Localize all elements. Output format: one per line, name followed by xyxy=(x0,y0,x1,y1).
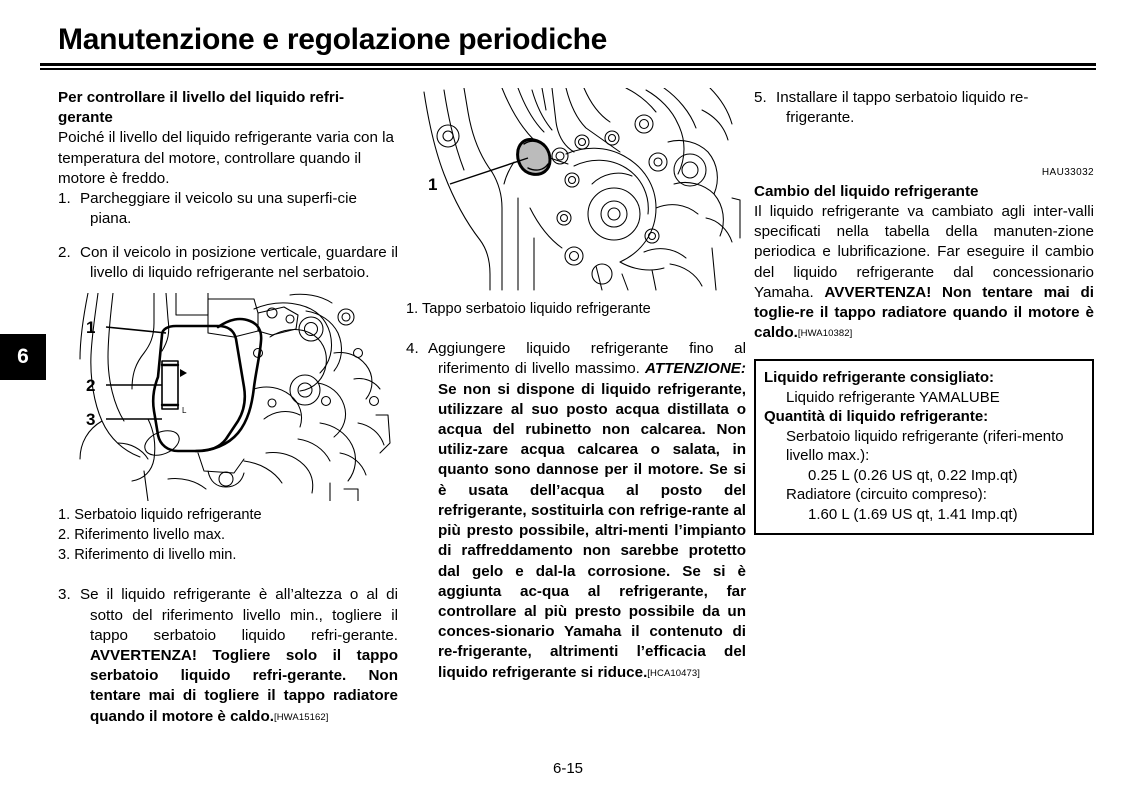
spec-value-radiator: 1.60 L (1.69 US qt, 1.41 Imp.qt) xyxy=(808,505,1018,523)
left-step-3-number: 3. xyxy=(58,586,71,604)
left-spacer-1 xyxy=(58,230,398,243)
middle-column xyxy=(406,88,746,683)
middle-step-4-caution-text: Se non si dispone di liquido refrigerante, utilizzare al suo posto acqua distillata o acqua del rubinetto non calcarea. Non utiliz-zare acqua calcarea o salata, in quanto sono dannose per il motore. Se si è usata dell’acqua al posto del refrigerante, sostituirla con refrige-rante al più presto possibile, altri-menti l’impianto di raffreddamento non sarebbe protetto dal gelo e dal-la corrosione. Se si è aggiunta ac-qua al refrigerante, far controllare al più presto possibile da un conces-sionario Yamaha il contenuto di re-frigerante, altrimenti l’efficacia del liquido refrigerante si riduce. xyxy=(438,380,746,681)
coolant-reservoir-cap-diagram xyxy=(406,88,746,293)
middle-step-4-number: 4. xyxy=(406,340,419,358)
left-column xyxy=(58,88,398,727)
figure-callout-1: 1 xyxy=(428,175,438,194)
chapter-tab-number: 6 xyxy=(17,345,29,368)
left-step-3-refcode: [HWA15162] xyxy=(273,711,329,723)
left-step-1-number: 1. xyxy=(58,190,71,208)
left-intro-paragraph: Poiché il livello del liquido refrigerante varia con la temperatura del motore, controllare quando il motore è freddo. xyxy=(58,129,394,187)
specification-box xyxy=(754,359,1094,535)
right-spacer-2 xyxy=(754,343,1094,359)
coolant-reservoir-engine-diagram xyxy=(58,293,398,501)
legend-number: 1. xyxy=(406,301,419,317)
left-heading: Per controllare il livello del liquido refri-gerante xyxy=(58,89,345,127)
page-number: 6-15 xyxy=(552,760,584,777)
left-step-1-text: Parcheggiare il veicolo su una superfi-cie piana. xyxy=(80,190,357,228)
page-header xyxy=(58,24,1078,56)
svg-text:L: L xyxy=(182,405,187,415)
spec-value-coolant: Liquido refrigerante YAMALUBE xyxy=(786,388,1000,406)
middle-step-4-caution-label: ATTENZIONE: xyxy=(645,360,746,378)
legend-item xyxy=(58,525,398,545)
spec-title-coolant: Liquido refrigerante consigliato: xyxy=(764,369,995,387)
legend-number: 3. xyxy=(58,547,71,564)
page-title: Manutenzione e regolazione periodiche xyxy=(58,23,607,56)
right-body-warning: AVVERTENZA! Non tentare mai di toglie-re il tappo radiatore quando il motore è caldo. xyxy=(754,283,1094,342)
left-step-2-text: Con il veicolo in posizione verticale, guardare il livello di liquido refrigerante nel serbatoio. xyxy=(80,243,398,281)
header-rule-thin xyxy=(40,68,1096,70)
right-spacer-1 xyxy=(754,128,1094,166)
legend-label: Riferimento di livello min. xyxy=(74,547,237,564)
figure-callout-3: 3 xyxy=(86,409,96,429)
left-step-2-number: 2. xyxy=(58,243,71,261)
figure-reservoir-cap xyxy=(406,88,746,293)
left-spacer-2 xyxy=(58,565,398,585)
legend-label: Riferimento livello max. xyxy=(74,527,226,544)
figure-callout-2: 2 xyxy=(86,375,96,395)
chapter-tab xyxy=(0,334,46,380)
spec-title-quantity: Quantità di liquido refrigerante: xyxy=(764,408,989,426)
figure-coolant-reservoir xyxy=(58,293,398,501)
legend-number: 2. xyxy=(58,527,71,544)
right-body-paragraph xyxy=(754,202,1094,344)
page-footer xyxy=(0,760,1136,777)
right-column xyxy=(754,88,1094,535)
middle-step-4 xyxy=(406,339,746,683)
left-step-1 xyxy=(58,189,398,229)
right-body-refcode: [HWA10382] xyxy=(797,328,853,340)
legend-item xyxy=(58,505,398,525)
middle-spacer-1 xyxy=(406,319,746,339)
right-step-5 xyxy=(754,88,1094,128)
left-step-3 xyxy=(58,585,398,727)
right-step-5-text: Installare il tappo serbatoio liquido re-frigerante. xyxy=(776,89,1029,127)
spec-item-radiator: Radiatore (circuito compreso): xyxy=(786,486,987,504)
middle-step-4-refcode: [HCA10473] xyxy=(647,667,701,679)
legend-label: Tappo serbatoio liquido refrigerante xyxy=(421,301,651,317)
spec-item-reservoir: Serbatoio liquido refrigerante (riferi-mento livello max.): xyxy=(786,427,1064,465)
right-section-heading: Cambio del liquido refrigerante xyxy=(754,182,979,200)
left-step-3-warning: AVVERTENZA! Togliere solo il tappo serbatoio liquido refri-gerante. Non tentare mai di togliere il tappo radiatore quando il motore è caldo. xyxy=(90,647,398,725)
figure-callout-1: 1 xyxy=(86,317,96,337)
legend-label: Serbatoio liquido refrigerante xyxy=(74,506,262,523)
middle-figure-legend xyxy=(406,299,746,319)
right-body-text: Il liquido refrigerante va cambiato agli inter-valli specificati nella tabella della manuten-zione periodica e lubrificazione. Far eseguire il cambio del liquido refrigerante dal concessionario Yamaha. xyxy=(754,202,1094,301)
spec-value-reservoir: 0.25 L (0.26 US qt, 0.22 Imp.qt) xyxy=(808,466,1018,484)
left-step-3-text: Se il liquido refrigerante è all’altezza o al di sotto del riferimento livello min., togliere il tappo serbatoio liquido refri-gerante. xyxy=(80,586,398,644)
legend-item xyxy=(58,545,398,565)
legend-number: 1. xyxy=(58,506,71,523)
middle-step-4-text: Aggiungere liquido refrigerante fino al riferimento di livello massimo. xyxy=(428,340,746,378)
left-step-2 xyxy=(58,243,398,283)
right-step-5-number: 5. xyxy=(754,89,767,106)
left-figure-legend xyxy=(58,505,398,565)
legend-item xyxy=(406,299,746,319)
section-refcode: HAU33032 xyxy=(1041,167,1094,179)
header-double-rule xyxy=(40,63,1096,70)
